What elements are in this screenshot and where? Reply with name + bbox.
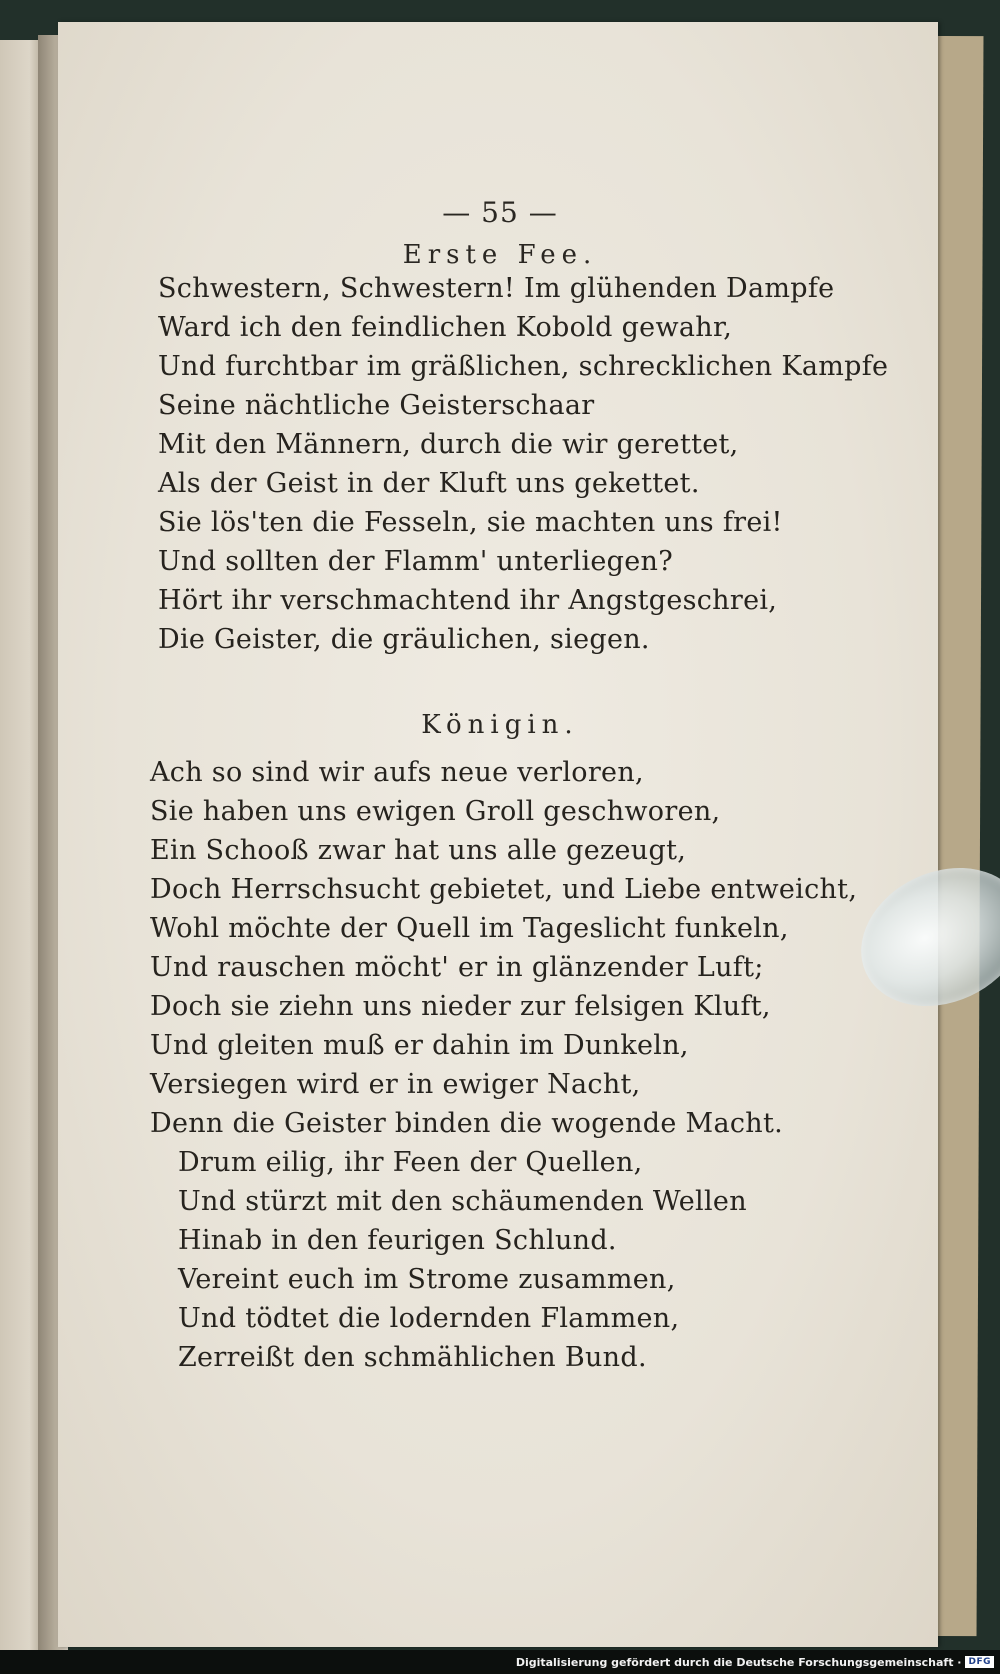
verse-line: Und gleiten muß er dahin im Dunkeln, [150,1030,689,1061]
verse-line-indented: Drum eilig, ihr Feen der Quellen, [178,1147,643,1178]
verse-line: Hört ihr verschmachtend ihr Angstgeschrei, [158,585,778,616]
verse-line: Mit den Männern, durch die wir gerettet, [158,429,739,460]
verse-line: Die Geister, die gräulichen, siegen. [158,624,650,655]
verse-line: Seine nächtliche Geisterschaar [158,390,595,421]
verse-line: Als der Geist in der Kluft uns gekettet. [158,468,700,499]
verse-line: Ein Schooß zwar hat uns alle gezeugt, [150,835,687,866]
speaker-heading-koenigin: Königin. [421,710,579,740]
verse-line: Sie haben uns ewigen Groll geschworen, [150,796,721,827]
verse-line: Sie lös'ten die Fesseln, sie machten uns frei! [158,507,783,538]
left-page-edge [0,40,42,1650]
verse-line-indented: Zerreißt den schmählichen Bund. [178,1342,647,1373]
dfg-logo: DFG [965,1656,994,1668]
verse-line-indented: Hinab in den feurigen Schlund. [178,1225,617,1256]
verse-line: Und rauschen möcht' er in glänzender Luft; [150,952,764,983]
digitization-credit [516,1653,994,1671]
verse-line: Und furchtbar im gräßlichen, schrecklichen Kampfe [158,351,889,382]
credit-text: Digitalisierung gefördert durch die Deutsche Forschungsgemeinschaft · [515,1655,962,1669]
verse-line: Schwestern, Schwestern! Im glühenden Dampfe [158,273,835,304]
page-number: — 55 — [442,196,558,229]
verse-line: Und sollten der Flamm' unterliegen? [158,546,674,577]
verse-line-indented: Und stürzt mit den schäumenden Wellen [178,1186,747,1217]
verse-line: Doch Herrschsucht gebietet, und Liebe entweicht, [150,874,858,905]
verse-line: Denn die Geister binden die wogende Macht. [150,1108,783,1139]
verse-line: Wohl möchte der Quell im Tageslicht funkeln, [150,913,789,944]
speaker-heading-erste-fee: Erste Fee. [402,240,598,270]
verse-line: Doch sie ziehn uns nieder zur felsigen Kluft, [150,991,771,1022]
verse-line: Versiegen wird er in ewiger Nacht, [150,1069,641,1100]
verse-line-indented: Vereint euch im Strome zusammen, [178,1264,676,1295]
verse-line: Ward ich den feindlichen Kobold gewahr, [158,312,733,343]
verse-line-indented: Und tödtet die lodernden Flammen, [178,1303,680,1334]
verse-line: Ach so sind wir aufs neue verloren, [150,757,644,788]
